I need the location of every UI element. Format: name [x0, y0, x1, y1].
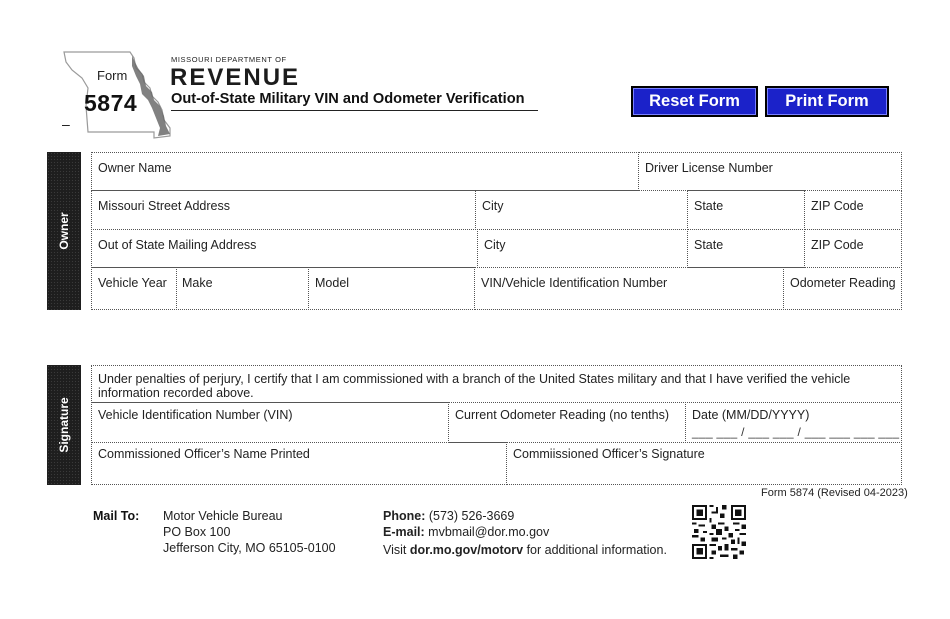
email-line: [383, 525, 549, 539]
certification-statement: Under penalties of perjury, I certify that I am commissioned with a branch of the United States military and that I have verified the vehicle information recorded above.: [91, 365, 902, 403]
website-link[interactable]: dor.mo.gov/motorv: [409, 543, 524, 557]
vin-field[interactable]: VIN/Vehicle Identification Number: [474, 267, 784, 310]
mail-line-3: Jefferson City, MO 65105-0100: [163, 541, 336, 555]
date-label: Date (MM/DD/YYYY): [692, 408, 810, 422]
revenue-logo: REVENUE: [170, 64, 301, 91]
officer-signature-field[interactable]: Commiissioned Officer’s Signature: [506, 442, 902, 485]
state-field-1[interactable]: State: [687, 190, 805, 230]
email-label: E-mail:: [383, 525, 425, 539]
form-number: 5874: [84, 90, 138, 116]
city-field-2[interactable]: City: [477, 229, 688, 268]
date-field[interactable]: [685, 402, 902, 443]
title-underline: [171, 110, 538, 111]
odometer-reading-field[interactable]: Odometer Reading: [783, 267, 902, 310]
make-field[interactable]: Make: [176, 267, 309, 310]
city-field-1[interactable]: City: [475, 190, 688, 230]
signature-section-label: [47, 365, 81, 485]
page-title: Out-of-State Military VIN and Odometer Verification: [171, 91, 525, 107]
current-odometer-field[interactable]: Current Odometer Reading (no tenths): [448, 402, 686, 443]
email-address[interactable]: mvbmail@dor.mo.gov: [428, 525, 550, 539]
mail-to-label: Mail To:: [93, 509, 140, 523]
owner-name-field[interactable]: Owner Name: [91, 152, 639, 191]
out-of-state-address-field[interactable]: Out of State Mailing Address: [91, 229, 478, 268]
officer-vin-field[interactable]: Vehicle Identification Number (VIN): [91, 402, 449, 443]
department-name: MISSOURI DEPARTMENT OF: [171, 55, 287, 64]
zip-field-2[interactable]: ZIP Code: [804, 229, 902, 268]
driver-license-field[interactable]: Driver License Number: [638, 152, 902, 191]
owner-side-text: Owner: [57, 212, 71, 250]
mail-line-1: Motor Vehicle Bureau: [163, 509, 283, 523]
signature-side-text: Signature: [57, 397, 71, 453]
visit-suffix: for additional information.: [526, 543, 667, 557]
print-form-button[interactable]: Print Form: [765, 86, 889, 117]
visit-line: [383, 543, 667, 557]
zip-field-1[interactable]: ZIP Code: [804, 190, 902, 230]
state-field-2[interactable]: State: [687, 229, 805, 268]
phone-line: [383, 509, 514, 523]
phone-number: (573) 526-3669: [428, 509, 515, 523]
reset-form-button[interactable]: Reset Form: [631, 86, 758, 117]
qr-code-icon: [692, 505, 746, 559]
form-dash: –: [62, 116, 70, 132]
date-blanks: ___ ___ / ___ ___ / ___ ___ ___ ___: [692, 425, 900, 439]
phone-label: Phone:: [383, 509, 426, 523]
visit-prefix: Visit: [383, 543, 407, 557]
model-field[interactable]: Model: [308, 267, 475, 310]
form-label: Form: [97, 68, 128, 83]
missouri-street-address-field[interactable]: Missouri Street Address: [91, 190, 476, 230]
officer-name-field[interactable]: Commissioned Officer’s Name Printed: [91, 442, 507, 485]
vehicle-year-field[interactable]: Vehicle Year: [91, 267, 177, 310]
revision-note: Form 5874 (Revised 04-2023): [761, 487, 908, 499]
mail-line-2: PO Box 100: [163, 525, 231, 539]
owner-section-label: [47, 152, 81, 310]
